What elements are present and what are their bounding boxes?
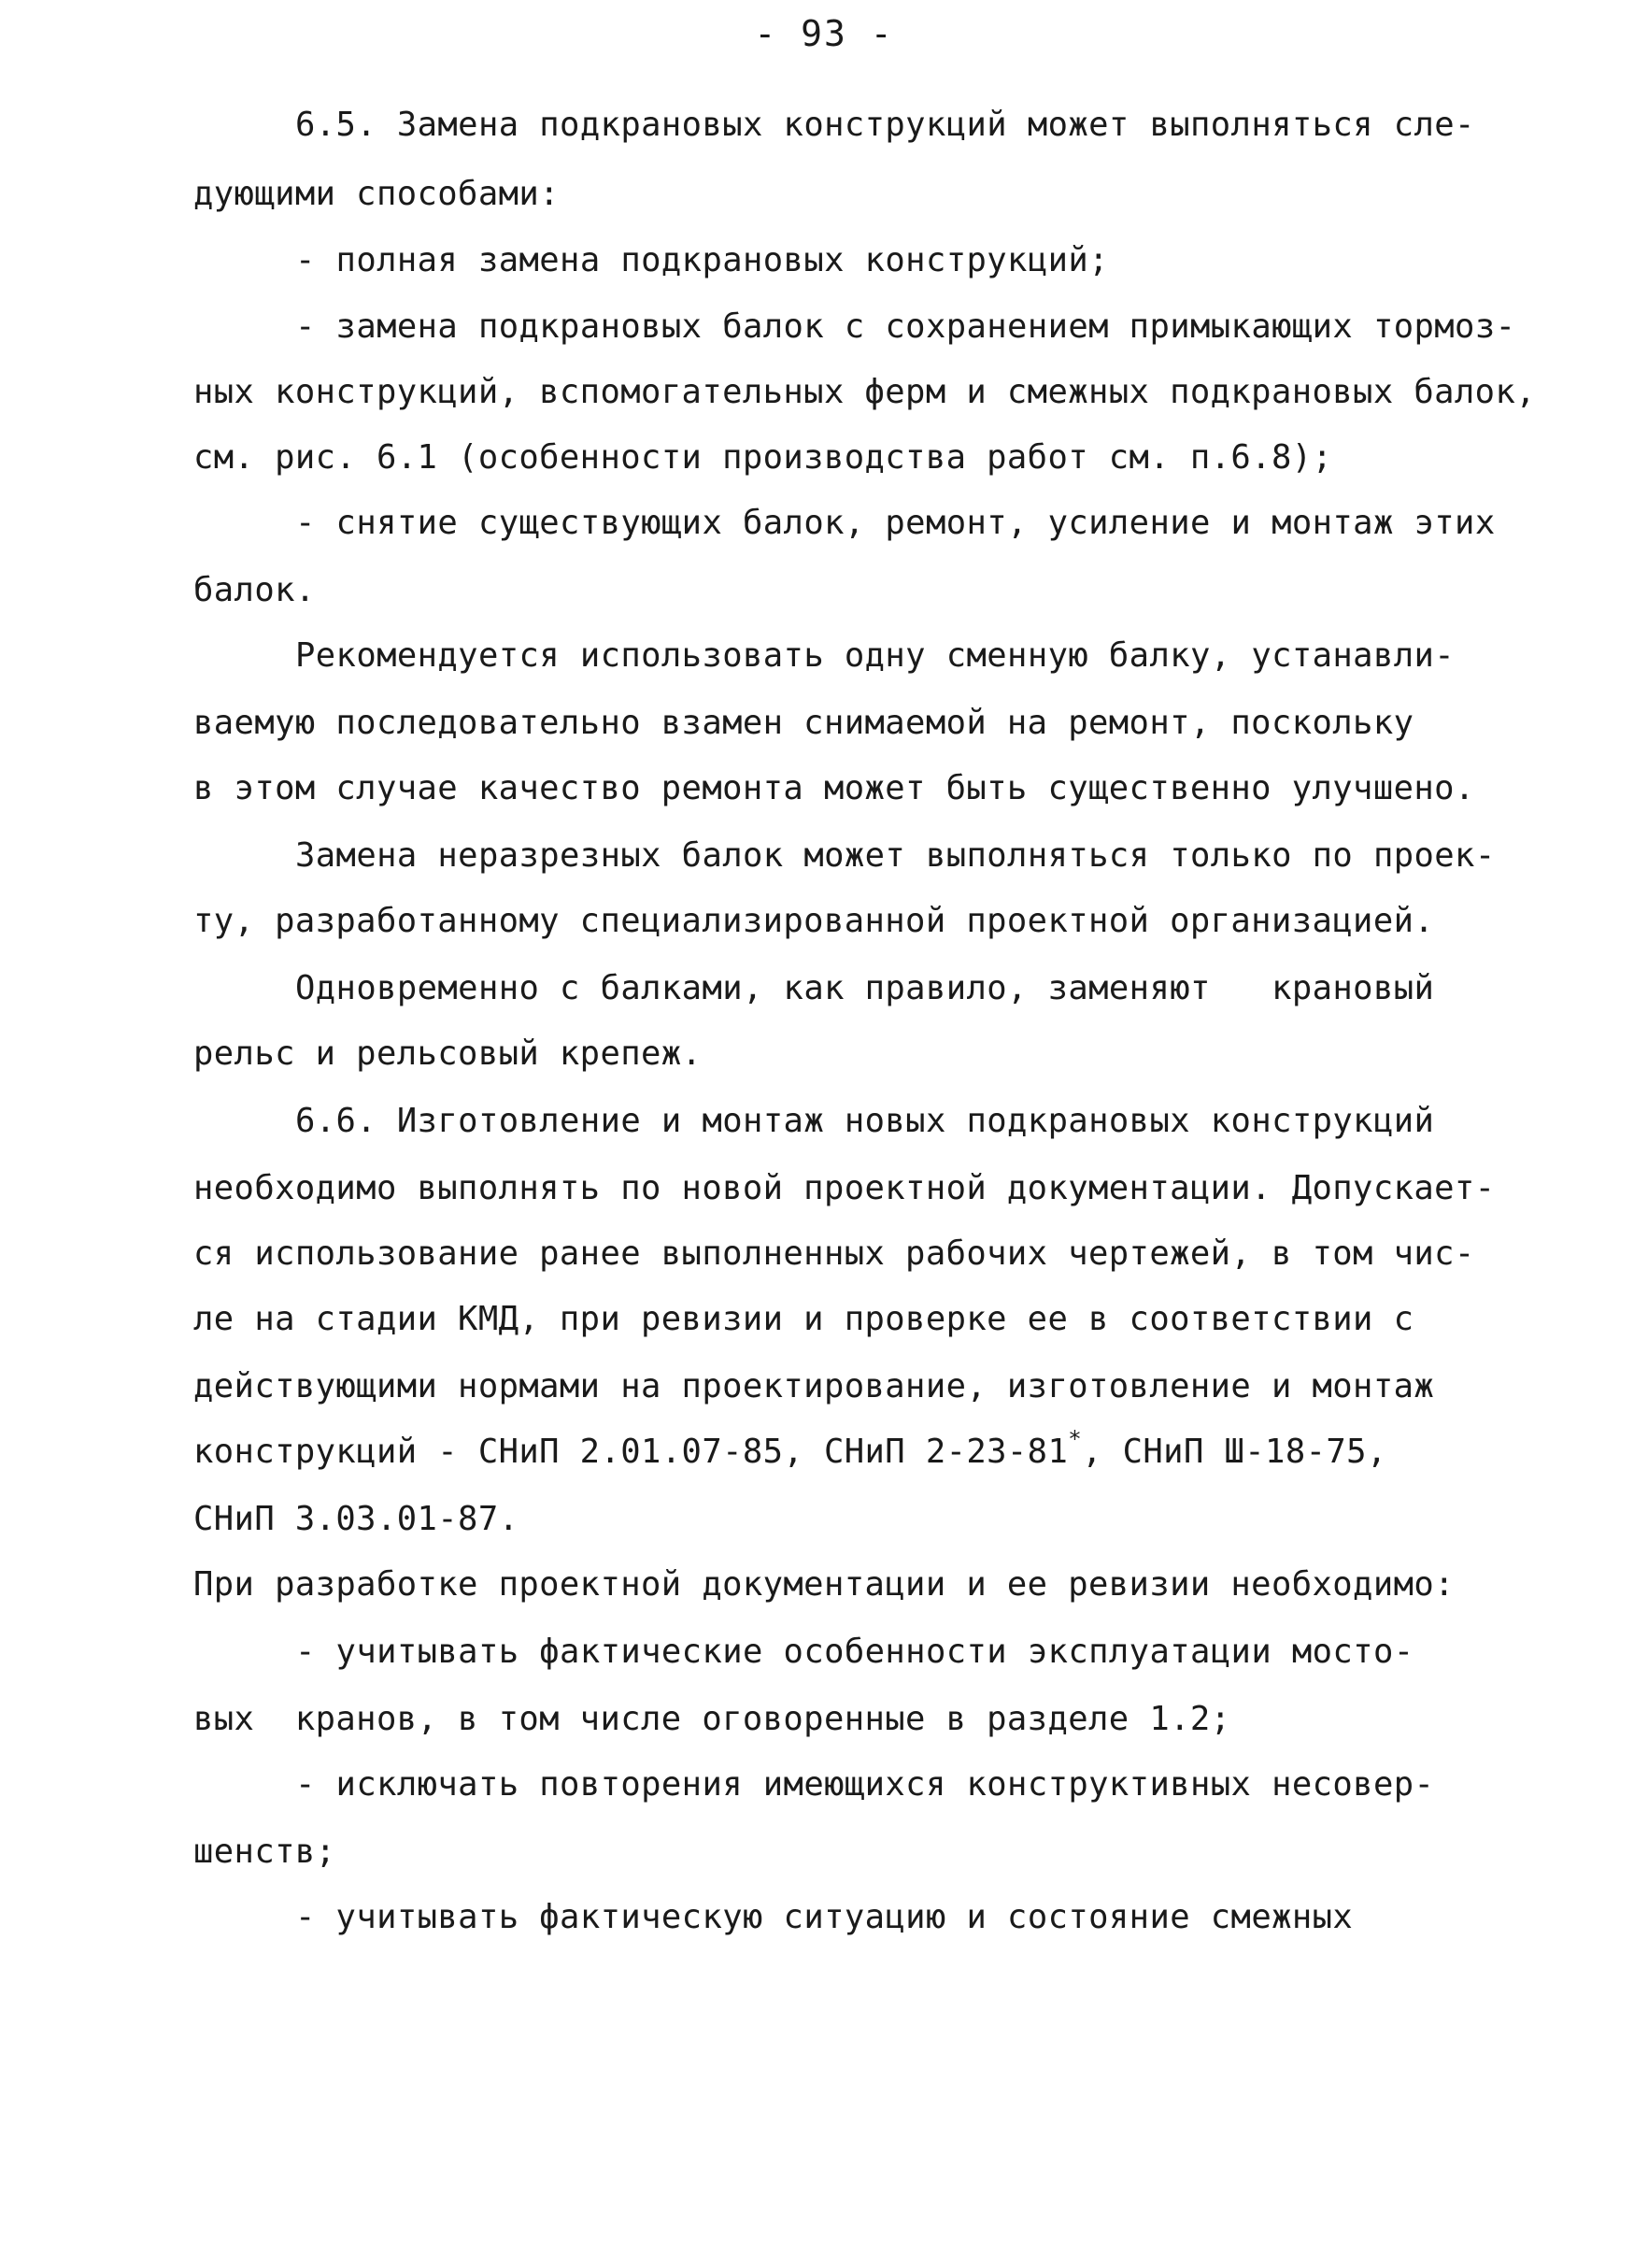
text-line: Одновременно с балками, как правило, заменяют крановый [295, 969, 1435, 1007]
text-line: Замена неразрезных балок может выполняться только по проек- [295, 836, 1496, 875]
text-line: балок. [193, 571, 316, 609]
text-line: ле на стадии КМД, при ревизии и проверке ее в соответствии с [193, 1300, 1414, 1338]
text-line: рельс и рельсовый крепеж. [193, 1034, 703, 1073]
text-line: см. рис. 6.1 (особенности производства работ см. п.6.8); [193, 438, 1333, 477]
text-line: Рекомендуется использовать одну сменную балку, устанавли- [295, 636, 1456, 675]
page-number: - 93 - [754, 13, 894, 54]
text-line: - учитывать фактические особенности эксплуатации мосто- [295, 1633, 1414, 1671]
text-segment: конструкций - СНиП 2.01.07-85, СНиП 2-23-81 [193, 1433, 1069, 1471]
text-line [193, 1426, 1387, 1473]
text-segment: , СНиП Ш-18-75, [1082, 1433, 1387, 1471]
text-line: 6.5. Замена подкрановых конструкций может выполняться сле- [295, 106, 1475, 144]
text-line: необходимо выполнять по новой проектной документации. Допускает- [193, 1169, 1496, 1207]
text-line: вых кранов, в том числе оговоренные в разделе 1.2; [193, 1700, 1231, 1738]
text-line: ных конструкций, вспомогательных ферм и смежных подкрановых балок, [193, 373, 1537, 411]
text-line: в этом случае качество ремонта может быть существенно улучшено. [193, 769, 1475, 807]
text-line: При разработке проектной документации и ее ревизии необходимо: [193, 1565, 1455, 1604]
text-line: дующими способами: [193, 175, 560, 213]
text-line: шенств; [193, 1833, 336, 1871]
text-line: ту, разработанному специализированной проектной организацией. [193, 902, 1435, 940]
text-line: действующими нормами на проектирование, изготовление и монтаж [193, 1367, 1435, 1405]
text-line: - замена подкрановых балок с сохранением примыкающих тормоз- [295, 307, 1516, 346]
text-line: ваемую последовательно взамен снимаемой на ремонт, поскольку [193, 704, 1414, 742]
text-line: 6.6. Изготовление и монтаж новых подкрановых конструкций [295, 1102, 1435, 1140]
text-line: - снятие существующих балок, ремонт, усиление и монтаж этих [295, 504, 1496, 542]
text-line: - учитывать фактическую ситуацию и состояние смежных [295, 1898, 1354, 1936]
text-line: - исключать повторения имеющихся конструктивных несовер- [295, 1765, 1435, 1804]
footnote-mark: * [1068, 1426, 1083, 1453]
text-line: ся использование ранее выполненных рабочих чертежей, в том чис- [193, 1234, 1475, 1273]
text-line: - полная замена подкрановых конструкций; [295, 241, 1109, 279]
text-line: СНиП 3.03.01-87. [193, 1500, 519, 1538]
